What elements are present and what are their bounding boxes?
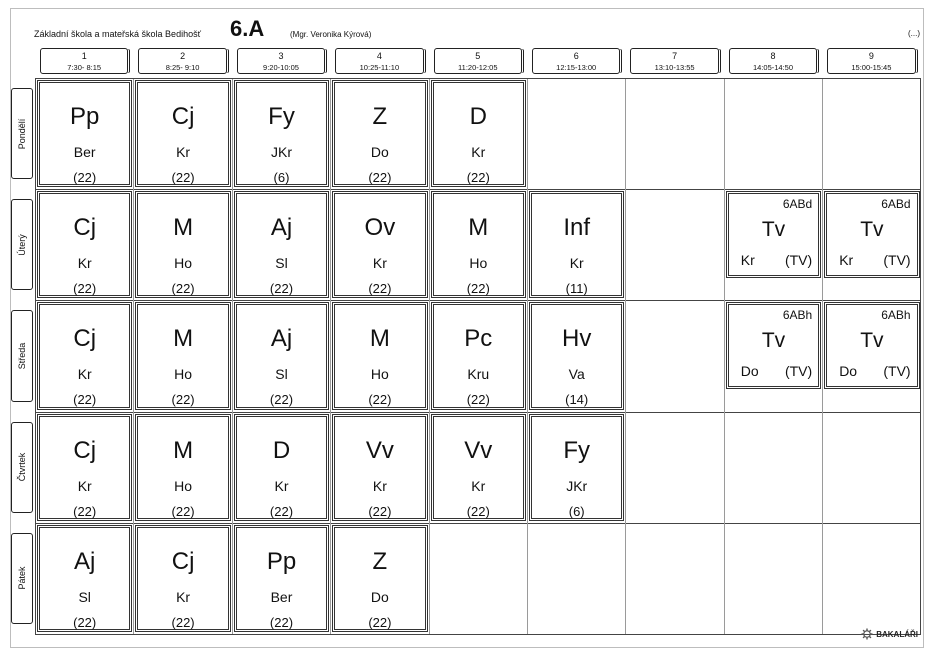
column-divider: [822, 79, 823, 634]
lesson-teacher: Kr: [176, 588, 191, 605]
lesson-teacher: Va: [568, 366, 585, 383]
lesson-subject: M: [173, 325, 194, 353]
day-label: Středa: [17, 342, 27, 370]
lesson-teacher: Ber: [270, 588, 293, 605]
lesson-subject: Aj: [270, 214, 293, 242]
lesson-teacher: Kr: [372, 477, 387, 494]
lesson-group: (22): [269, 614, 294, 630]
lesson-subject: Vv: [365, 436, 394, 464]
lesson-group: (22): [466, 392, 490, 408]
period-time: 8:25- 9:10: [165, 63, 200, 72]
lesson-cell[interactable]: [431, 80, 526, 187]
lesson-subject: Tv: [761, 329, 786, 353]
period-number: 7: [672, 51, 678, 61]
lesson-teacher: Ho: [370, 366, 389, 383]
group-code: 6ABh: [782, 308, 813, 323]
day-header-5: [11, 533, 33, 624]
lesson-teacher: Sl: [78, 588, 91, 605]
period-number: 1: [81, 51, 87, 61]
lesson-cell[interactable]: [431, 302, 526, 409]
lesson-group: (22): [466, 170, 490, 185]
lesson-group: (22): [368, 614, 392, 630]
row-divider: [36, 189, 920, 190]
lesson-cell[interactable]: [234, 80, 329, 187]
lesson-teacher: Do: [839, 363, 858, 380]
lesson-teacher: Kr: [372, 255, 387, 272]
lesson-group: (22): [171, 614, 195, 630]
lesson-subject: Cj: [171, 103, 195, 130]
more-button[interactable]: (...): [908, 29, 920, 38]
lesson-teacher: JKr: [566, 477, 588, 494]
lesson-subject: M: [468, 214, 489, 242]
lesson-cell[interactable]: [37, 191, 132, 298]
period-header-row: [35, 48, 921, 76]
lesson-group: (22): [368, 281, 392, 297]
lesson-group: (22): [171, 281, 195, 297]
lesson-cell[interactable]: [332, 80, 427, 187]
lesson-cell[interactable]: [332, 525, 427, 632]
lesson-group: (6): [568, 503, 585, 519]
row-divider: [36, 412, 920, 413]
lesson-group: (22): [73, 281, 97, 297]
row-divider: [36, 523, 920, 524]
lesson-teacher: Sl: [275, 366, 288, 383]
group-code: 6ABd: [881, 197, 911, 212]
lesson-group: (22): [368, 392, 392, 408]
lesson-subject: D: [272, 436, 291, 464]
lesson-teacher: Ho: [174, 477, 193, 494]
lesson-cell[interactable]: [234, 302, 329, 409]
day-label: Čtvrtek: [17, 452, 27, 482]
lesson-teacher: Kr: [77, 255, 92, 272]
period-time: 11:20-12:05: [458, 63, 498, 72]
lesson-group: (22): [73, 614, 97, 630]
lesson-subject: Pp: [70, 103, 100, 130]
school-name: Základní škola a mateřská škola Bedihošť: [34, 29, 201, 39]
lesson-cell-group[interactable]: [824, 302, 919, 389]
lesson-teacher: JKr: [270, 144, 292, 160]
lesson-cell[interactable]: [37, 302, 132, 409]
lesson-teacher: Kru: [467, 366, 490, 383]
lesson-group: (22): [269, 503, 294, 519]
lesson-subject: M: [369, 325, 390, 353]
lesson-subject: Hv: [562, 325, 592, 353]
lesson-room: (TV): [883, 363, 911, 380]
lesson-group: (22): [368, 503, 392, 519]
lesson-cell[interactable]: [135, 414, 230, 521]
lesson-teacher: Kr: [77, 477, 92, 494]
lesson-teacher: Do: [370, 144, 389, 160]
period-time: 7:30- 8:15: [67, 63, 102, 72]
lesson-cell[interactable]: [135, 191, 230, 298]
period-time: 14:05-14:50: [752, 63, 794, 72]
lesson-subject: Inf: [563, 214, 591, 242]
lesson-cell[interactable]: [234, 525, 329, 632]
lesson-cell[interactable]: [529, 302, 624, 409]
period-number: 9: [868, 51, 874, 61]
gear-icon: [861, 628, 873, 640]
lesson-subject: M: [173, 436, 194, 464]
lesson-group: (22): [73, 392, 97, 408]
day-header-3: [11, 310, 33, 401]
lesson-teacher: Ho: [469, 255, 488, 272]
lesson-subject: Cj: [171, 547, 195, 575]
lesson-teacher: Sl: [275, 255, 288, 272]
lesson-subject: Vv: [464, 436, 493, 464]
period-time: 15:00-15:45: [851, 63, 892, 72]
lesson-subject: Cj: [73, 436, 97, 464]
lesson-group: (22): [269, 392, 294, 408]
lesson-group: (22): [73, 170, 97, 185]
lesson-cell[interactable]: [37, 414, 132, 521]
lesson-cell[interactable]: [135, 80, 230, 187]
lesson-group: (22): [171, 503, 195, 519]
lesson-subject: Tv: [761, 218, 786, 242]
period-header-2: [138, 48, 226, 74]
lesson-group: (22): [466, 503, 490, 519]
lesson-subject: Pc: [464, 325, 493, 353]
lesson-subject: Tv: [860, 329, 884, 353]
lesson-teacher: Kr: [471, 477, 486, 494]
lesson-subject: Cj: [73, 325, 97, 353]
period-time: 12:15-13:00: [556, 63, 597, 72]
lesson-cell[interactable]: [234, 191, 329, 298]
lesson-group: (14): [565, 392, 589, 408]
period-header-4: [335, 48, 423, 74]
period-header-8: [729, 48, 817, 74]
lesson-teacher: Ber: [73, 144, 96, 160]
lesson-cell[interactable]: [234, 414, 329, 521]
lesson-room: (TV): [784, 363, 813, 380]
lesson-cell[interactable]: [332, 414, 427, 521]
period-header-5: [434, 48, 522, 74]
timetable-grid: [35, 78, 921, 635]
period-header-6: [532, 48, 620, 74]
lesson-subject: Cj: [73, 214, 97, 242]
lesson-teacher: Ho: [174, 255, 193, 272]
period-number: 6: [573, 51, 579, 61]
lesson-group: (11): [565, 281, 588, 297]
column-divider: [527, 79, 528, 634]
lesson-group: (22): [368, 170, 392, 185]
lesson-subject: Fy: [268, 103, 295, 130]
lesson-teacher: Kr: [839, 252, 854, 269]
lesson-teacher: Do: [370, 588, 389, 605]
lesson-cell[interactable]: [135, 525, 230, 632]
class-teacher: (Mgr. Veronika Kýrová): [290, 30, 372, 39]
day-header-4: [11, 422, 33, 513]
lesson-cell[interactable]: [332, 302, 427, 409]
period-time: 10:25-11:10: [359, 63, 400, 72]
lesson-room: (TV): [883, 252, 911, 269]
class-name: 6.A: [230, 16, 265, 41]
period-time: 9:20-10:05: [263, 63, 299, 72]
lesson-subject: Ov: [364, 214, 396, 242]
column-divider: [724, 79, 725, 634]
lesson-group: (6): [273, 170, 290, 185]
lesson-teacher: Kr: [740, 252, 755, 269]
lesson-group: (22): [73, 503, 97, 519]
column-divider: [429, 79, 430, 634]
column-divider: [133, 79, 134, 634]
lesson-teacher: Kr: [77, 366, 92, 383]
lesson-teacher: Kr: [471, 144, 486, 160]
lesson-teacher: Ho: [174, 366, 193, 383]
lesson-group: (22): [269, 281, 294, 297]
day-label: Úterý: [17, 234, 27, 256]
period-number: 3: [278, 51, 284, 61]
period-header-9: [827, 48, 915, 74]
lesson-subject: Aj: [74, 547, 96, 575]
column-divider: [232, 79, 233, 634]
lesson-subject: D: [469, 103, 487, 130]
period-header-3: [237, 48, 325, 74]
lesson-group: (22): [171, 392, 195, 408]
lesson-cell[interactable]: [332, 191, 427, 298]
logo-text: BAKALÁŘI: [876, 629, 918, 639]
lesson-group: (22): [466, 281, 490, 297]
group-code: 6ABh: [881, 308, 911, 323]
lesson-cell[interactable]: [529, 191, 624, 298]
lesson-subject: Z: [372, 103, 388, 130]
lesson-teacher: Do: [740, 363, 759, 380]
lesson-cell[interactable]: [431, 414, 526, 521]
lesson-teacher: Kr: [176, 144, 191, 160]
lesson-cell[interactable]: [37, 80, 132, 187]
period-header-1: [40, 48, 128, 74]
period-number: 5: [475, 51, 481, 61]
period-number: 8: [770, 51, 776, 61]
lesson-subject: M: [173, 214, 194, 242]
lesson-cell-group[interactable]: [726, 191, 821, 278]
day-header-1: [11, 88, 33, 179]
lesson-cell-group[interactable]: [824, 191, 919, 278]
lesson-subject: Pp: [266, 547, 297, 575]
group-code: 6ABd: [782, 197, 813, 212]
period-number: 2: [180, 51, 186, 61]
lesson-cell[interactable]: [37, 525, 132, 632]
column-divider: [330, 79, 331, 634]
day-label: Pondělí: [17, 118, 27, 149]
lesson-subject: Z: [372, 547, 388, 575]
lesson-subject: Aj: [270, 325, 293, 353]
lesson-subject: Tv: [860, 218, 884, 242]
day-label: Pátek: [17, 566, 27, 590]
lesson-cell[interactable]: [135, 302, 230, 409]
lesson-subject: Fy: [563, 436, 591, 464]
period-number: 4: [376, 51, 382, 61]
bakalari-logo: [861, 628, 918, 640]
lesson-teacher: Kr: [274, 477, 289, 494]
lesson-group: (22): [171, 170, 195, 185]
day-header-2: [11, 199, 33, 290]
lesson-cell[interactable]: [529, 414, 624, 521]
period-header-7: [630, 48, 718, 74]
row-divider: [36, 300, 920, 301]
lesson-room: (TV): [784, 252, 813, 269]
lesson-teacher: Kr: [569, 255, 584, 272]
lesson-cell-group[interactable]: [726, 302, 821, 389]
column-divider: [625, 79, 626, 634]
period-time: 13:10-13:55: [654, 63, 695, 72]
lesson-cell[interactable]: [431, 191, 526, 298]
